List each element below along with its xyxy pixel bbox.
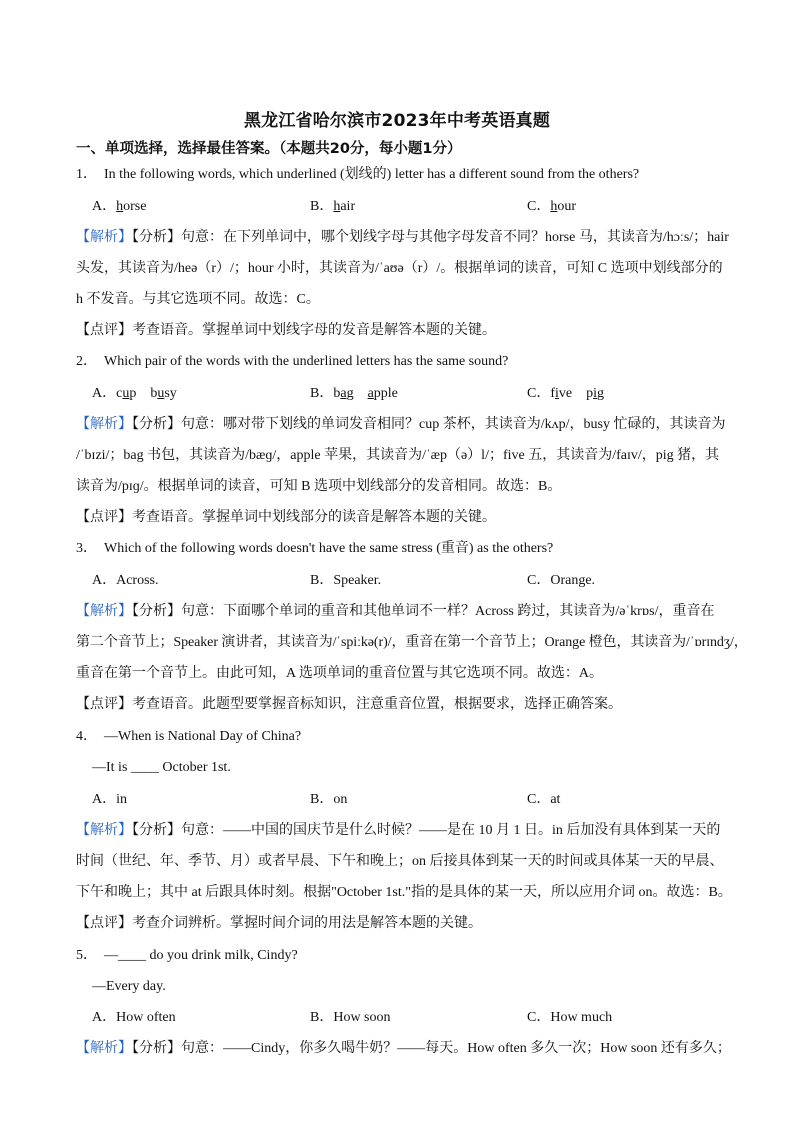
question-5-line2: —Every day. xyxy=(92,979,166,994)
question-text: —____ do you drink milk, Cindy? xyxy=(104,948,298,963)
section-heading: 一、单项选择，选择最佳答案。（本题共20分，每小题1分） xyxy=(76,141,462,157)
option-a: A．horse xyxy=(92,199,147,214)
analysis-tag: 【解析】 xyxy=(76,417,132,432)
analysis-2-line2: /ˈbɪzi/；bag 书包，其读音为/bæɡ/，apple 苹果，其读音为/ˈæp（ə）l/；five 五，其读音为/faɪv/，pig 猪，其 xyxy=(76,448,720,463)
analysis-tag: 【解析】 xyxy=(76,604,132,619)
option-c: C．How much xyxy=(527,1010,613,1025)
question-text: Which pair of the words with the underlined letters has the same sound? xyxy=(104,354,509,369)
analysis-1-line2: 头发，其读音为/heə（r）/；hour 小时，其读音为/ˈaʊə（r）/。根据单词的读音，可知 C 选项中划线部分的 xyxy=(76,261,723,276)
question-5: 5． —____ do you drink milk, Cindy? xyxy=(76,948,298,963)
analysis-3: 【解析】【分析】句意：下面哪个单词的重音和其他单词不一样？Across 跨过，其读音为/əˈkrɒs/，重音在 xyxy=(76,604,715,619)
option-a: A．cup busy xyxy=(92,386,177,401)
question-1 xyxy=(76,165,639,185)
option-c: C．at xyxy=(527,792,561,807)
question-4: 4． —When is National Day of China? xyxy=(76,729,302,744)
option-c: C．hour xyxy=(527,199,577,214)
question-text: Which of the following words doesn't have the same stress (重音) as the others? xyxy=(104,541,554,556)
option-b: B．bag apple xyxy=(310,386,398,401)
analysis-tag: 【解析】 xyxy=(76,823,132,838)
question-3: 3． Which of the following words doesn't have the same stress (重音) as the others? xyxy=(76,541,554,556)
option-c: C．Orange. xyxy=(527,573,596,588)
option-b: B．How soon xyxy=(310,1010,391,1025)
analysis-4: 【解析】【分析】句意：——中国的国庆节是什么时候？——是在 10 月 1 日。in 后加没有具体到某一天的 xyxy=(76,823,721,838)
analysis-3-line3: 重音在第一个音节上。由此可知，A 选项单词的重音位置与其它选项不同。故选：A。 xyxy=(76,666,603,681)
analysis-3-line2: 第二个音节上；Speaker 演讲者，其读音为/ˈspiːkə(r)/，重音在第一个音节上；Orange 橙色，其读音为/ˈɒrɪndʒ/， xyxy=(76,635,748,650)
option-a: A．in xyxy=(92,792,127,807)
option-b: B．hair xyxy=(310,199,356,214)
page-title: 黑龙江省哈尔滨市2023年中考英语真题 xyxy=(243,111,551,131)
question-text: In the following words, which underlined (划线的) letter has a different sound from the others? xyxy=(104,167,640,182)
analysis-2: 【解析】【分析】句意：哪对带下划线的单词发音相同？cup 茶杯，其读音为/kʌp/，busy 忙碌的，其读音为 xyxy=(76,417,726,432)
option-a: A．How often xyxy=(92,1010,176,1025)
question-2: 2． Which pair of the words with the underlined letters has the same sound? xyxy=(76,354,509,369)
analysis-tag: 【解析】 xyxy=(76,1041,132,1056)
option-a: A．Across. xyxy=(92,573,159,588)
option-c: C．five pig xyxy=(527,386,605,401)
option-b: B．on xyxy=(310,792,348,807)
comment-3: 【点评】考查语音。此题型要掌握音标知识，注意重音位置，根据要求，选择正确答案。 xyxy=(76,697,622,712)
analysis-1-line3: h 不发音。与其它选项不同。故选：C。 xyxy=(76,292,320,307)
question-4-line2: —It is ____ October 1st. xyxy=(92,760,231,775)
comment-4: 【点评】考查介词辨析。掌握时间介词的用法是解答本题的关键。 xyxy=(76,916,482,931)
question-text: —When is National Day of China? xyxy=(104,729,302,744)
comment-2: 【点评】考查语音。掌握单词中划线部分的读音是解答本题的关键。 xyxy=(76,510,496,525)
analysis-1: 【解析】【分析】句意：在下列单词中，哪个划线字母与其他字母发音不同？horse 马，其读音为/hɔːs/；hair xyxy=(76,230,729,245)
option-b: B．Speaker. xyxy=(310,573,382,588)
analysis-tag: 【解析】 xyxy=(76,230,132,245)
analysis-2-line3: 读音为/pɪɡ/。根据单词的读音，可知 B 选项中划线部分的发音相同。故选：B。 xyxy=(76,479,562,494)
analysis-4-line2: 时间（世纪、年、季节、月）或者早晨、下午和晚上；on 后接具体到某一天的时间或具体某一天的早晨、 xyxy=(76,854,724,869)
comment-1: 【点评】考查语音。掌握单词中划线字母的发音是解答本题的关键。 xyxy=(76,323,496,338)
question-number: 1． xyxy=(76,167,97,182)
analysis-4-line3: 下午和晚上；其中 at 后跟具体时刻。根据"October 1st."指的是具体的某一天，所以应用介词 on。故选：B。 xyxy=(76,885,732,900)
analysis-5: 【解析】【分析】句意：——Cindy，你多久喝牛奶？——每天。How often 多久一次；How soon 还有多久； xyxy=(76,1041,731,1056)
